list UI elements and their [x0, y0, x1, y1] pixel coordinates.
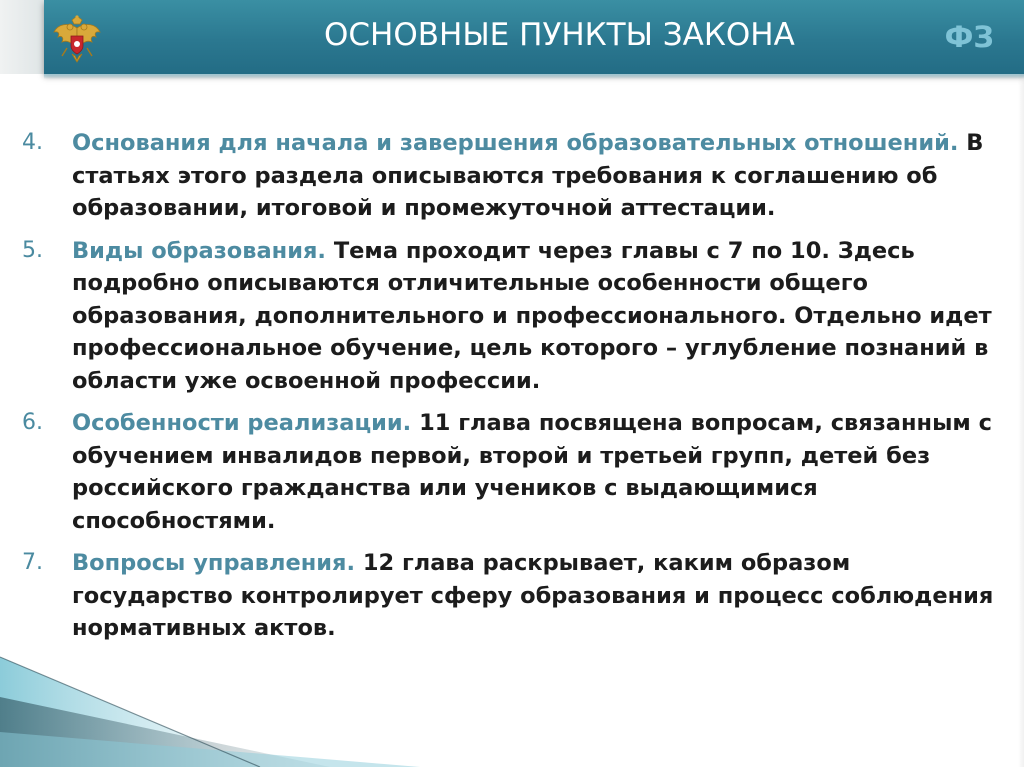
item-body: 11 глава посвящена вопросам, связанным с обучением инвалидов первой, второй и третьей групп, детей без российского гражданства или учеников с выдающимися способностями. [72, 410, 992, 534]
header-left-strip [0, 0, 44, 74]
law-badge: ФЗ [944, 20, 994, 54]
slide-title: ОСНОВНЫЕ ПУНКТЫ ЗАКОНА [324, 17, 795, 53]
law-points-list [22, 127, 1002, 655]
item-text [72, 547, 1002, 645]
russian-coat-of-arms-icon [50, 14, 104, 68]
header-band [44, 0, 1024, 74]
item-body: Тема проходит через главы с 7 по 10. Здесь подробно описываются отличительные особенности общего образования, дополнительного и профессионального. Отдельно идет профессиональное обучение, цель которого – углубление познаний в области уже освоенной профессии. [72, 237, 992, 394]
item-body: 12 глава раскрывает, каким образом государство контролирует сферу образования и процесс соблюдения нормативных актов. [72, 550, 994, 641]
item-number: 4. [22, 130, 43, 155]
item-heading: Основания для начала и завершения образовательных отношений. [72, 130, 959, 156]
header-shadow [44, 74, 1024, 79]
item-text [72, 407, 1002, 537]
item-text [72, 235, 1002, 398]
item-body: В статьях этого раздела описываются требования к соглашению об образовании, итоговой и промежуточной аттестации. [72, 130, 984, 221]
item-heading: Вопросы управления. [72, 550, 356, 576]
right-shadow [1018, 74, 1024, 767]
item-heading: Особенности реализации. [72, 410, 412, 436]
list-item [22, 127, 1002, 225]
item-text [72, 127, 1002, 225]
item-number: 5. [22, 237, 43, 263]
item-heading: Виды образования. [72, 237, 326, 264]
list-item [22, 547, 1002, 645]
item-number: 6. [22, 410, 43, 435]
bottom-wave-decoration [0, 637, 420, 767]
list-item [22, 407, 1002, 537]
list-item [22, 235, 1002, 398]
item-number: 7. [22, 550, 43, 575]
